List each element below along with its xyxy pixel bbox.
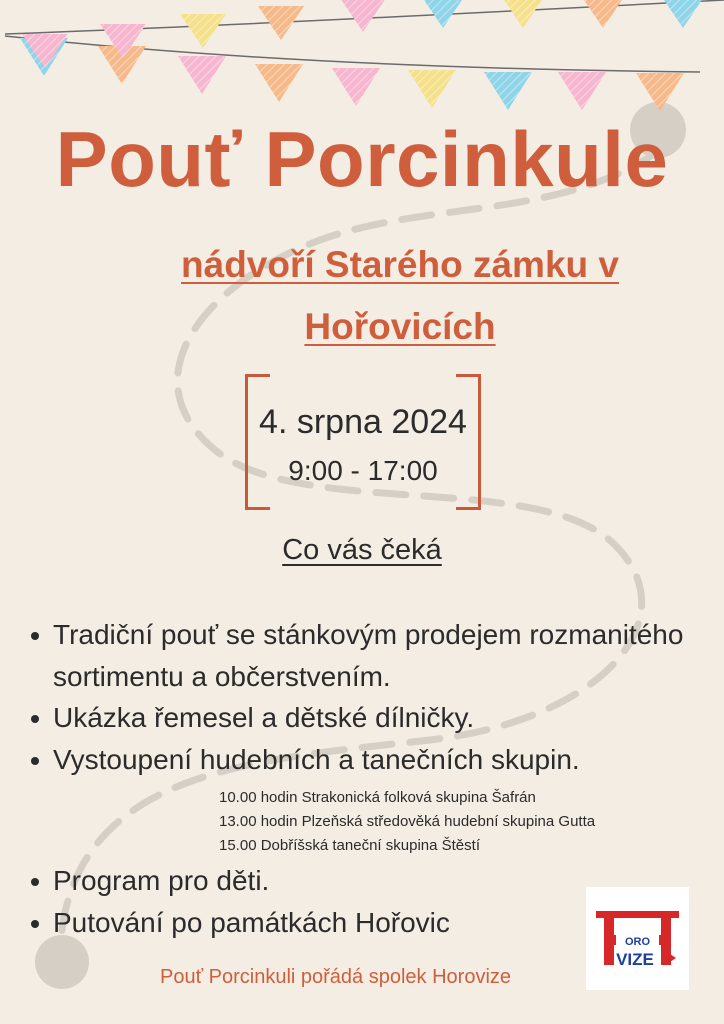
list-item: Putování po památkách Hořovic	[28, 902, 688, 944]
bunting-flags	[20, 0, 706, 111]
venue-line-2: Hořovicích	[304, 306, 496, 347]
path-dot-bottom	[35, 935, 89, 989]
bunting-flag-texture	[558, 72, 606, 110]
bracket-left	[245, 374, 270, 510]
section-heading: Co vás čeká	[282, 534, 442, 566]
organizer-note: Pouť Porcinkuli pořádá spolek Horovize	[160, 966, 512, 988]
bunting-flag-texture	[408, 70, 456, 108]
schedule-item: 13.00 hodin Plzeňská středověká hudební skupina Gutta	[219, 813, 596, 830]
event-time: 9:00 - 17:00	[288, 455, 438, 486]
date-frame	[245, 374, 481, 510]
bunting-flag-texture	[484, 72, 532, 110]
bunting-flag-texture	[636, 73, 684, 111]
bracket-right	[456, 374, 481, 510]
bunting-flag-texture	[180, 14, 226, 48]
program-list	[28, 614, 688, 780]
poster-title: Pouť Porcinkule	[55, 115, 669, 203]
list-item: Ukázka řemesel a dětské dílničky.	[28, 697, 688, 739]
bunting-flag-texture	[340, 0, 386, 32]
bunting-flag-texture	[500, 0, 546, 28]
list-item: Vystoupení hudebních a tanečních skupin.	[28, 739, 688, 781]
schedule-item: 10.00 hodin Strakonická folková skupina Šafrán	[219, 789, 536, 806]
bunting-flag-texture	[178, 56, 226, 94]
list-item: Program pro děti.	[28, 860, 688, 902]
performance-schedule	[219, 786, 699, 858]
event-date: 4. srpna 2024	[259, 403, 467, 441]
logo-bottom-text: VIZE	[616, 950, 654, 969]
schedule-item: 15.00 Dobříšská taneční skupina Štěstí	[219, 837, 480, 854]
venue-line-1: nádvoří Starého zámku v	[181, 244, 619, 285]
horovize-logo	[586, 887, 689, 990]
bunting-flag-texture	[332, 68, 380, 106]
logo-top-text: ORO	[624, 936, 651, 948]
bunting-flag-texture	[255, 64, 303, 102]
list-item: Tradiční pouť se stánkovým prodejem rozmanitého sortimentu a občerstvením.	[28, 614, 688, 697]
bunting-flag-texture	[580, 0, 626, 28]
bunting-flag-texture	[660, 0, 706, 28]
venue	[140, 234, 660, 358]
